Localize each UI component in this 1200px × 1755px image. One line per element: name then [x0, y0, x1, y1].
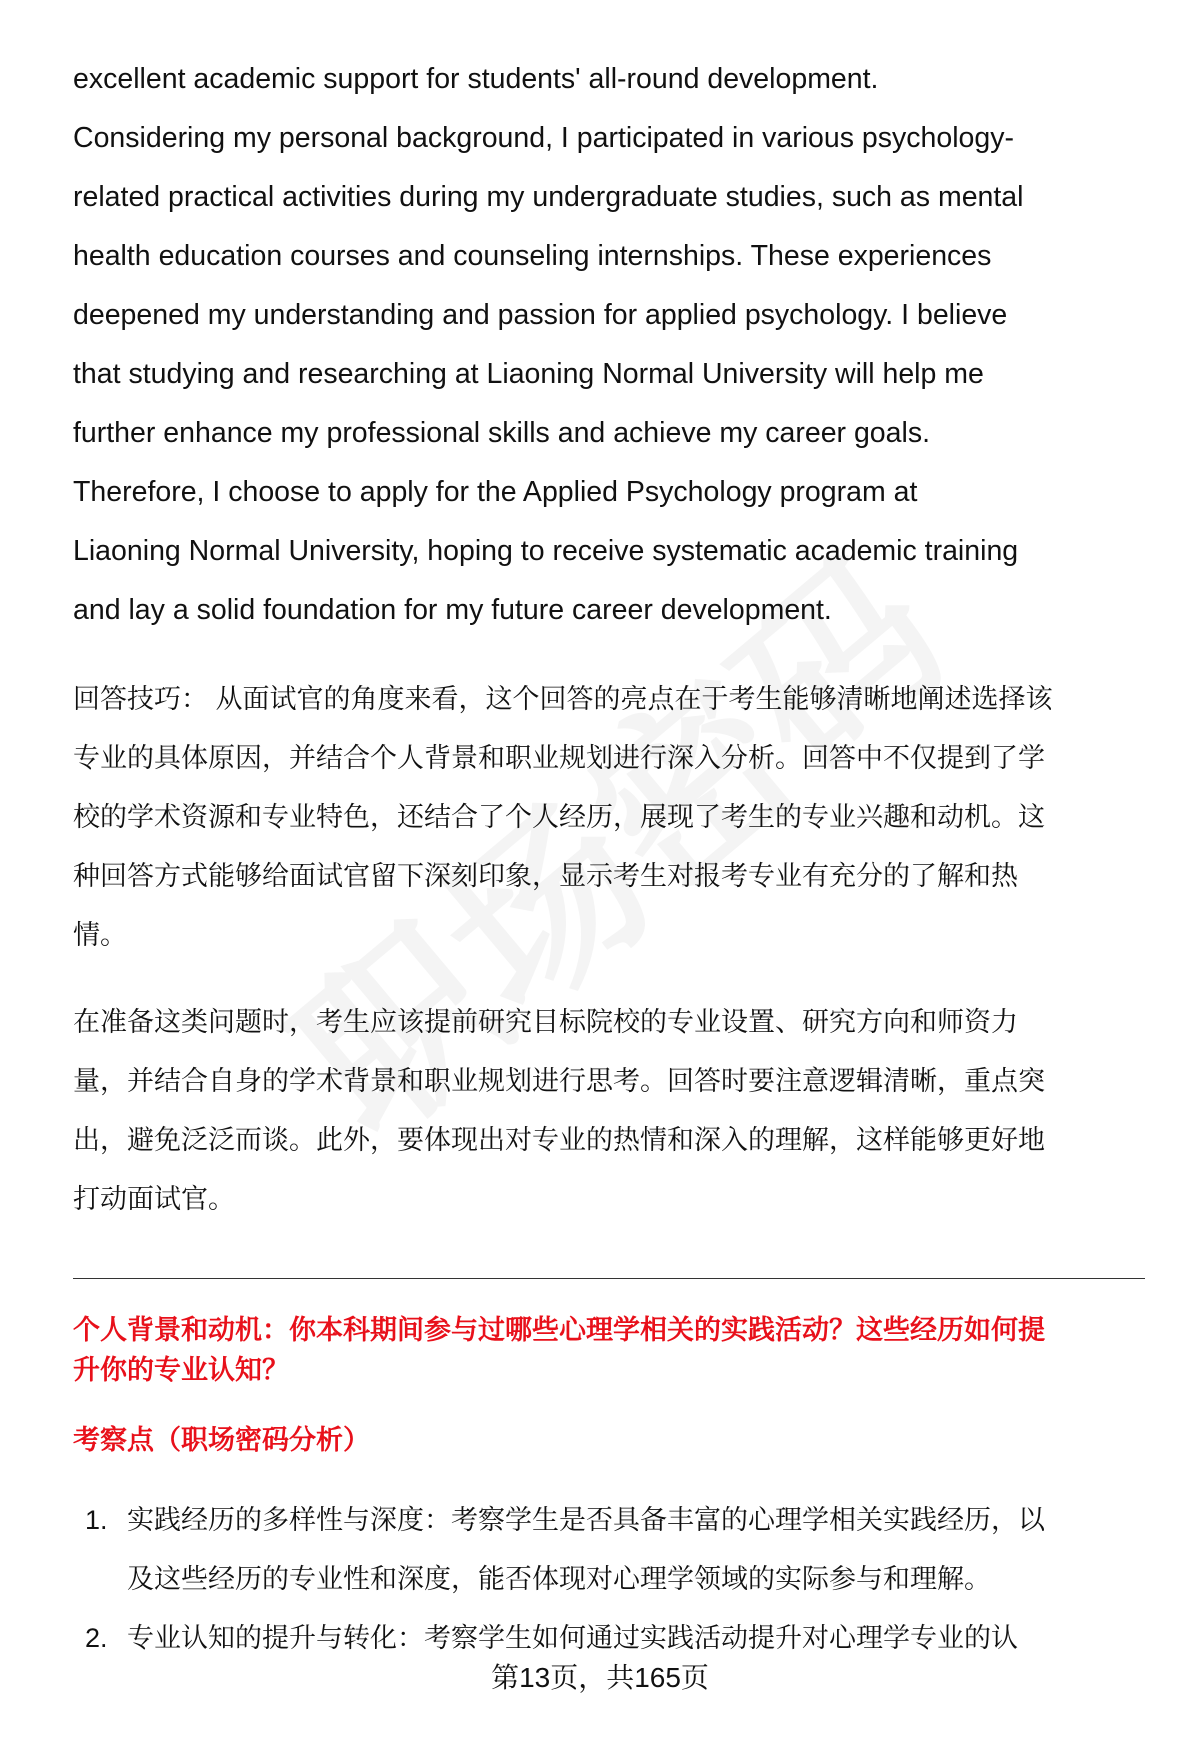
text-line: related practical activities during my undergraduate studies, such as mental [73, 181, 1024, 213]
text-line: 量，并结合自身的学术背景和职业规划进行思考。回答时要注意逻辑清晰，重点突 [73, 1066, 1045, 1096]
list-number: 2. [85, 1623, 108, 1653]
assessment-list [73, 1491, 1148, 1668]
answer-tips-paragraph [73, 670, 1148, 965]
text-line: that studying and researching at Liaoning Normal University will help me [73, 358, 984, 390]
text-line: 打动面试官。 [73, 1184, 235, 1214]
page-number: 第13页，共165页 [491, 1662, 709, 1693]
text-line: Therefore, I choose to apply for the Applied Psychology program at [73, 476, 918, 508]
text-line: Liaoning Normal University, hoping to receive systematic academic training [73, 535, 1019, 567]
list-number: 1. [85, 1505, 108, 1535]
text-line: 回答技巧： 从面试官的角度来看，这个回答的亮点在于考生能够清晰地阐述选择该 [73, 684, 1053, 714]
text-line: 实践经历的多样性与深度：考察学生是否具备丰富的心理学相关实践经历，以 [127, 1505, 1045, 1535]
text-line: Considering my personal background, I participated in various psychology- [73, 122, 1015, 154]
preparation-paragraph [73, 993, 1148, 1229]
text-line: 种回答方式能够给面试官留下深刻印象，显示考生对报考专业有充分的了解和热 [73, 861, 1018, 891]
text-line: 及这些经历的专业性和深度，能否体现对心理学领域的实际参与和理解。 [127, 1564, 991, 1594]
text-line: 校的学术资源和专业特色，还结合了个人经历，展现了考生的专业兴趣和动机。这 [73, 802, 1045, 832]
list-item [73, 1491, 1148, 1609]
text-line: excellent academic support for students' all-round development. [73, 63, 879, 95]
text-line: health education courses and counseling internships. These experiences [73, 240, 992, 272]
text-line: deepened my understanding and passion for applied psychology. I believe [73, 299, 1008, 331]
text-line: further enhance my professional skills and achieve my career goals. [73, 417, 931, 449]
text-line: 专业的具体原因，并结合个人背景和职业规划进行深入分析。回答中不仅提到了学 [73, 743, 1045, 773]
text-line: and lay a solid foundation for my future career development. [73, 594, 832, 626]
heading-line: 升你的专业认知？ [73, 1355, 289, 1385]
english-answer-paragraph [73, 50, 1148, 640]
section-divider [73, 1278, 1145, 1279]
section-heading [73, 1420, 1148, 1460]
text-line: 情。 [73, 920, 127, 950]
text-line: 专业认知的提升与转化：考察学生如何通过实践活动提升对心理学专业的认 [127, 1623, 1018, 1653]
heading-line: 考察点（职场密码分析） [73, 1425, 370, 1455]
text-line: 出，避免泛泛而谈。此外，要体现出对专业的热情和深入的理解，这样能够更好地 [73, 1125, 1045, 1155]
heading-line: 个人背景和动机：你本科期间参与过哪些心理学相关的实践活动？这些经历如何提 [73, 1315, 1045, 1345]
text-line: 在准备这类问题时，考生应该提前研究目标院校的专业设置、研究方向和师资力 [73, 1007, 1018, 1037]
question-heading [73, 1310, 1148, 1390]
